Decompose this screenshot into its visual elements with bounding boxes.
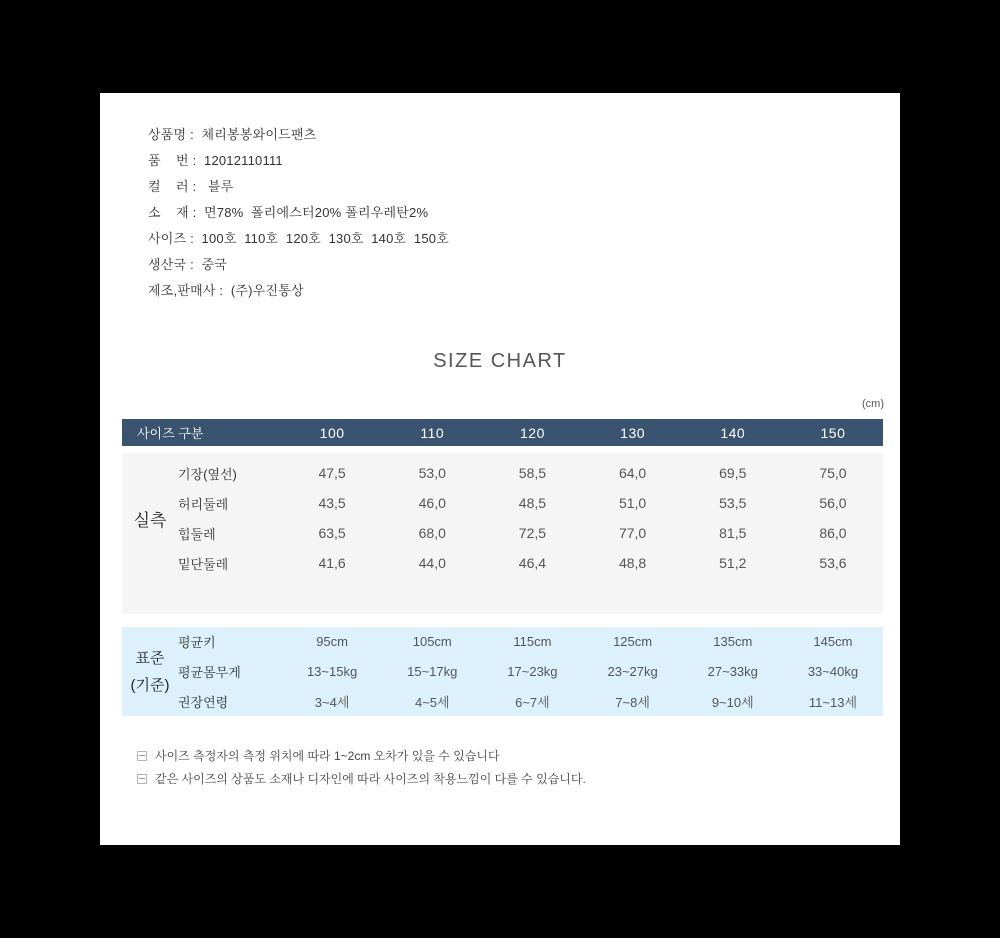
cell-value: 95cm <box>316 634 348 650</box>
cell-value: 3~4세 <box>314 694 350 710</box>
cell-value: 56,0 <box>819 495 847 511</box>
cell-value: 69,5 <box>719 465 747 481</box>
colon: : <box>186 231 202 246</box>
cell-value: 63,5 <box>318 525 346 541</box>
cell-value: 125cm <box>613 634 653 650</box>
cell-value: 15~17kg <box>407 663 458 679</box>
cell-value: 145cm <box>813 634 853 650</box>
note-text: 같은 사이즈의 상품도 소재나 디자인에 따라 사이즈의 착용느낌이 다를 수 있습니다. <box>155 772 586 786</box>
cell-value: 51,0 <box>618 495 647 511</box>
cell-value: 46,4 <box>518 555 547 571</box>
table-row-rec-age <box>178 686 883 716</box>
cell-value: 115cm <box>513 634 552 650</box>
colon: : <box>188 179 205 194</box>
row-label: 힙둘레 <box>178 526 216 542</box>
origin-label: 생산국 <box>148 257 187 272</box>
manufacturer-value: (주)우진통상 <box>230 283 304 298</box>
sizes-label: 사이즈 <box>148 231 187 246</box>
material-line <box>148 200 449 226</box>
cell-value: 46,0 <box>418 495 446 511</box>
unit-label: (cm) <box>862 398 884 410</box>
cell-value: 58,5 <box>518 465 547 481</box>
standard-section <box>122 627 883 716</box>
cell-value: 33~40kg <box>807 663 859 679</box>
row-label: 평균몸무게 <box>178 664 241 680</box>
table-row-waist <box>178 488 883 518</box>
cell-value: 53,6 <box>819 555 847 571</box>
standard-group-label <box>122 627 178 716</box>
note-bullet-icon <box>137 774 147 784</box>
cell-value: 43,5 <box>318 495 346 511</box>
cell-value: 23~27kg <box>607 663 658 679</box>
cell-value: 53,0 <box>418 465 446 481</box>
cell-value: 81,5 <box>719 525 747 541</box>
cell-value: 7~8세 <box>615 694 650 710</box>
note-line <box>137 767 586 790</box>
product-code-line <box>148 148 449 174</box>
material-label: 소 재 <box>148 205 189 220</box>
product-info <box>148 122 449 304</box>
colon: : <box>188 205 205 220</box>
cell-value: 44,0 <box>418 555 446 571</box>
size-chart-table <box>122 419 883 716</box>
cell-value: 135cm <box>713 634 753 650</box>
cell-value: 11~13세 <box>808 694 857 710</box>
header-col-140: 140 <box>720 424 746 441</box>
product-code-value: 12012110111 <box>204 153 283 168</box>
product-detail-sheet <box>100 93 900 845</box>
row-label: 기장(옆선) <box>178 466 237 482</box>
row-label: 밑단둘레 <box>178 556 229 572</box>
measured-section-body <box>122 458 883 578</box>
cell-value: 86,0 <box>819 525 847 541</box>
colon: : <box>188 153 205 168</box>
product-name-label: 상품명 <box>148 127 187 142</box>
cell-value: 9~10세 <box>711 694 754 710</box>
footer-notes <box>137 744 586 790</box>
manufacturer-label: 제조,판매사 <box>148 283 216 298</box>
header-col-150: 150 <box>820 424 846 441</box>
note-bullet-icon <box>137 751 147 761</box>
color-value: 블루 <box>204 179 234 194</box>
cell-value: 6~7세 <box>515 694 550 710</box>
cell-value: 41,6 <box>318 555 346 571</box>
origin-value: 중국 <box>201 257 228 272</box>
measured-rows <box>178 458 883 578</box>
size-chart-title: SIZE CHART <box>433 350 567 372</box>
table-row-hem <box>178 548 883 578</box>
standard-rows <box>178 627 883 716</box>
manufacturer-line <box>148 278 449 304</box>
origin-line <box>148 252 449 278</box>
size-chart-header-row <box>122 419 883 446</box>
cell-value: 53,5 <box>719 495 747 511</box>
color-label: 컬 러 <box>148 179 189 194</box>
header-col-120: 120 <box>520 424 545 441</box>
material-value: 면78% 폴리에스터20% 폴리우레탄2% <box>204 205 429 220</box>
row-label: 권장연령 <box>178 694 229 710</box>
standard-section-body <box>122 627 883 716</box>
cell-value: 77,0 <box>618 525 647 541</box>
product-code-label: 품 번 <box>148 153 189 168</box>
product-name-value: 체리봉봉와이드팬츠 <box>201 127 317 142</box>
cell-value: 105cm <box>412 634 452 650</box>
header-col-100: 100 <box>319 424 345 441</box>
standard-group-line2: (기준) <box>130 676 170 694</box>
note-line <box>137 744 586 767</box>
row-label: 허리둘레 <box>178 496 229 512</box>
table-row-avg-height <box>178 627 883 657</box>
cell-value: 47,5 <box>318 465 346 481</box>
product-name-line <box>148 122 449 148</box>
cell-value: 48,5 <box>518 495 547 511</box>
cell-value: 64,0 <box>618 465 647 481</box>
sizes-line <box>148 226 449 252</box>
table-row-avg-weight <box>178 657 883 687</box>
sizes-value: 100호 110호 120호 130호 140호 150호 <box>201 231 449 246</box>
colon: : <box>186 257 202 272</box>
measured-section <box>122 453 883 614</box>
cell-value: 51,2 <box>719 555 747 571</box>
measured-group-label: 실측 <box>133 510 167 530</box>
row-label: 평균키 <box>178 635 216 651</box>
cell-value: 27~33kg <box>707 663 758 679</box>
header-col-130: 130 <box>620 424 646 441</box>
table-row-hip <box>178 518 883 548</box>
cell-value: 4~5세 <box>414 694 450 710</box>
cell-value: 13~15kg <box>306 663 358 679</box>
cell-value: 72,5 <box>518 525 547 541</box>
colon: : <box>215 283 231 298</box>
note-text: 사이즈 측정자의 측정 위치에 따라 1~2cm 오차가 있을 수 있습니다 <box>155 749 500 763</box>
table-row-length <box>178 458 883 488</box>
cell-value: 17~23kg <box>507 663 558 679</box>
standard-group-line1: 표준 <box>135 649 165 667</box>
cell-value: 75,0 <box>819 465 847 481</box>
header-size-label: 사이즈 구분 <box>137 426 204 441</box>
color-line <box>148 174 449 200</box>
cell-value: 48,8 <box>618 555 647 571</box>
cell-value: 68,0 <box>418 525 446 541</box>
colon: : <box>186 127 202 142</box>
header-col-110: 110 <box>420 424 445 441</box>
